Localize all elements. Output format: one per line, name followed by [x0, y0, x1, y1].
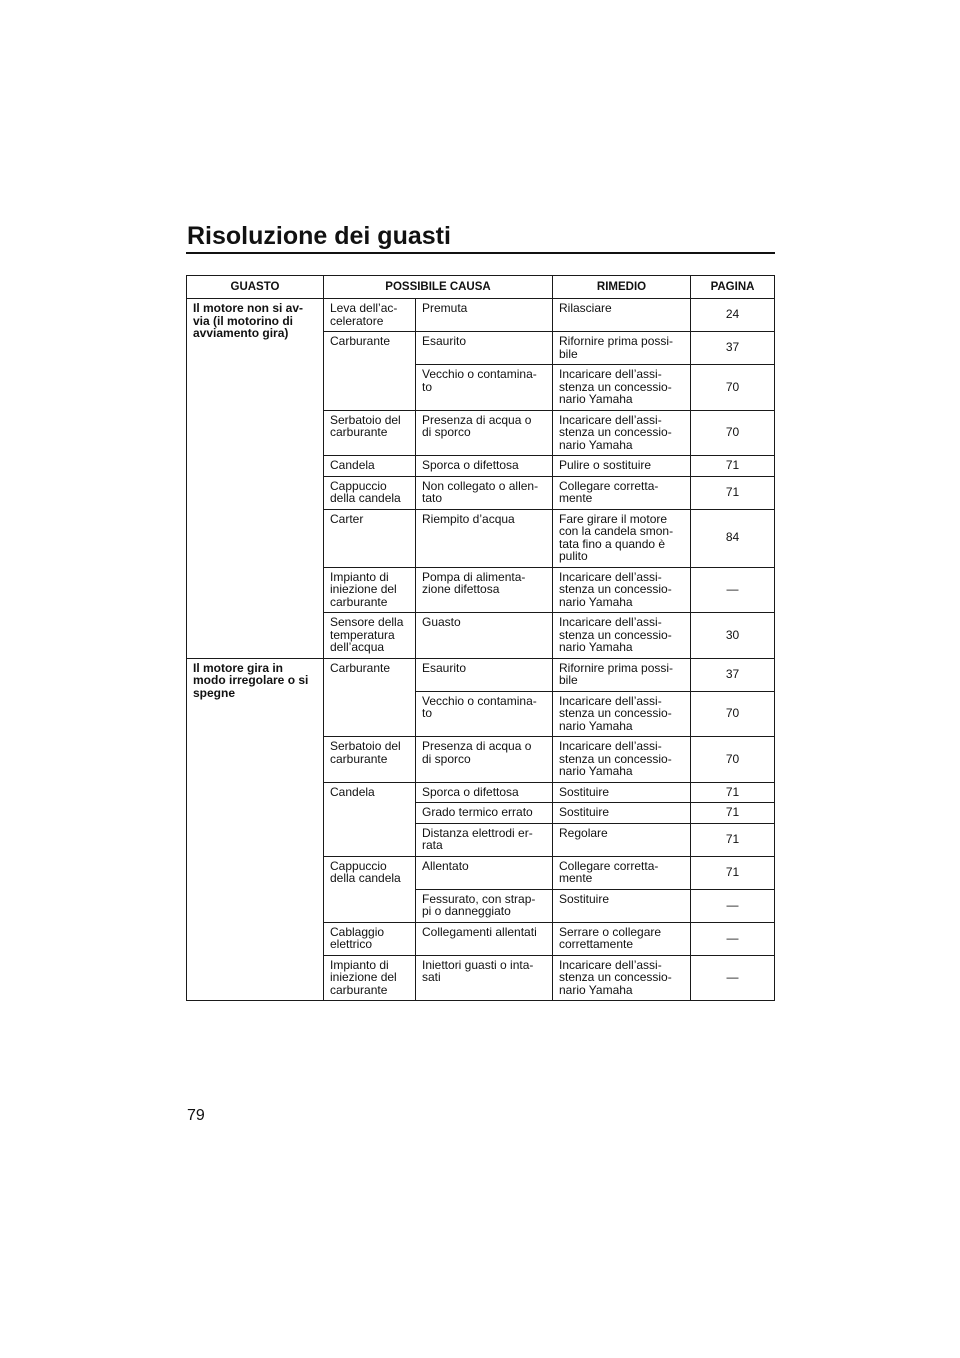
cause-part-cell: Cappuccio della candela	[324, 476, 416, 509]
cause-condition-cell: Guasto	[416, 613, 553, 659]
remedy-cell: Sostituire	[553, 782, 691, 803]
cause-part-cell: Serbatoio del carburante	[324, 410, 416, 456]
page-ref-cell: 71	[691, 803, 775, 824]
remedy-cell: Collegare corretta- mente	[553, 856, 691, 889]
cause-condition-cell: Esaurito	[416, 332, 553, 365]
page-ref-cell: 37	[691, 658, 775, 691]
page-ref-cell: —	[691, 889, 775, 922]
cause-part-cell: Cablaggio elettrico	[324, 922, 416, 955]
remedy-cell: Incaricare dell’assi- stenza un concessio- nario Yamaha	[553, 567, 691, 613]
remedy-cell: Incaricare dell’assi- stenza un concessio- nario Yamaha	[553, 365, 691, 411]
page-ref-cell: —	[691, 922, 775, 955]
cause-condition-cell: Riempito d’acqua	[416, 509, 553, 567]
table-row	[187, 299, 775, 332]
page-ref-cell: —	[691, 955, 775, 1001]
cause-condition-cell: Presenza di acqua o di sporco	[416, 410, 553, 456]
remedy-cell: Incaricare dell’assi- stenza un concessio- nario Yamaha	[553, 691, 691, 737]
page-ref-cell: —	[691, 567, 775, 613]
cause-part-cell: Serbatoio del carburante	[324, 737, 416, 783]
cause-part-cell: Candela	[324, 782, 416, 856]
cause-condition-cell: Allentato	[416, 856, 553, 889]
cause-condition-cell: Fessurato, con strap- pi o danneggiato	[416, 889, 553, 922]
cause-condition-cell: Vecchio o contamina- to	[416, 691, 553, 737]
cause-condition-cell: Grado termico errato	[416, 803, 553, 824]
remedy-cell: Regolare	[553, 823, 691, 856]
page-ref-cell: 70	[691, 365, 775, 411]
fault-cell: Il motore non si av- via (il motorino di avviamento gira)	[187, 299, 324, 659]
remedy-cell: Fare girare il motore con la candela smon- tata fino a quando è pulito	[553, 509, 691, 567]
table-row	[187, 658, 775, 691]
cause-part-cell: Sensore della temperatura dell’acqua	[324, 613, 416, 659]
header-guasto: GUASTO	[187, 276, 324, 299]
page-ref-cell: 71	[691, 456, 775, 477]
cause-condition-cell: Distanza elettrodi er- rata	[416, 823, 553, 856]
remedy-cell: Pulire o sostituire	[553, 456, 691, 477]
cause-condition-cell: Iniettori guasti o inta- sati	[416, 955, 553, 1001]
page-number: 79	[187, 1107, 205, 1124]
cause-part-cell: Carter	[324, 509, 416, 567]
remedy-cell: Incaricare dell’assi- stenza un concessio- nario Yamaha	[553, 955, 691, 1001]
cause-part-cell: Impianto di iniezione del carburante	[324, 567, 416, 613]
header-possibile-causa: POSSIBILE CAUSA	[324, 276, 553, 299]
cause-part-cell: Candela	[324, 456, 416, 477]
remedy-cell: Rifornire prima possi- bile	[553, 658, 691, 691]
cause-condition-cell: Collegamenti allentati	[416, 922, 553, 955]
page-title: Risoluzione dei guasti	[187, 222, 451, 250]
cause-condition-cell: Sporca o difettosa	[416, 456, 553, 477]
cause-condition-cell: Premuta	[416, 299, 553, 332]
cause-part-cell: Leva dell’ac- celeratore	[324, 299, 416, 332]
remedy-cell: Sostituire	[553, 803, 691, 824]
cause-condition-cell: Non collegato o allen- tato	[416, 476, 553, 509]
page-ref-cell: 30	[691, 613, 775, 659]
page-ref-cell: 70	[691, 737, 775, 783]
header-rimedio: RIMEDIO	[553, 276, 691, 299]
remedy-cell: Sostituire	[553, 889, 691, 922]
remedy-cell: Incaricare dell’assi- stenza un concessio- nario Yamaha	[553, 737, 691, 783]
page-ref-cell: 37	[691, 332, 775, 365]
remedy-cell: Serrare o collegare correttamente	[553, 922, 691, 955]
troubleshooting-table	[186, 275, 775, 1001]
header-pagina: PAGINA	[691, 276, 775, 299]
cause-condition-cell: Vecchio o contamina- to	[416, 365, 553, 411]
cause-part-cell: Cappuccio della candela	[324, 856, 416, 922]
cause-condition-cell: Pompa di alimenta- zione difettosa	[416, 567, 553, 613]
page-ref-cell: 70	[691, 691, 775, 737]
table-header-row	[187, 276, 775, 299]
page-ref-cell: 24	[691, 299, 775, 332]
title-rule	[186, 252, 775, 254]
remedy-cell: Rifornire prima possi- bile	[553, 332, 691, 365]
cause-condition-cell: Esaurito	[416, 658, 553, 691]
page-ref-cell: 84	[691, 509, 775, 567]
cause-part-cell: Carburante	[324, 332, 416, 411]
table-body	[187, 299, 775, 1001]
page-ref-cell: 71	[691, 856, 775, 889]
page-ref-cell: 71	[691, 782, 775, 803]
cause-part-cell: Impianto di iniezione del carburante	[324, 955, 416, 1001]
remedy-cell: Rilasciare	[553, 299, 691, 332]
page-ref-cell: 70	[691, 410, 775, 456]
fault-cell: Il motore gira in modo irregolare o si spegne	[187, 658, 324, 1001]
remedy-cell: Incaricare dell’assi- stenza un concessio- nario Yamaha	[553, 613, 691, 659]
page-ref-cell: 71	[691, 823, 775, 856]
remedy-cell: Incaricare dell’assi- stenza un concessio- nario Yamaha	[553, 410, 691, 456]
remedy-cell: Collegare corretta- mente	[553, 476, 691, 509]
cause-condition-cell: Sporca o difettosa	[416, 782, 553, 803]
cause-part-cell: Carburante	[324, 658, 416, 737]
page-ref-cell: 71	[691, 476, 775, 509]
cause-condition-cell: Presenza di acqua o di sporco	[416, 737, 553, 783]
